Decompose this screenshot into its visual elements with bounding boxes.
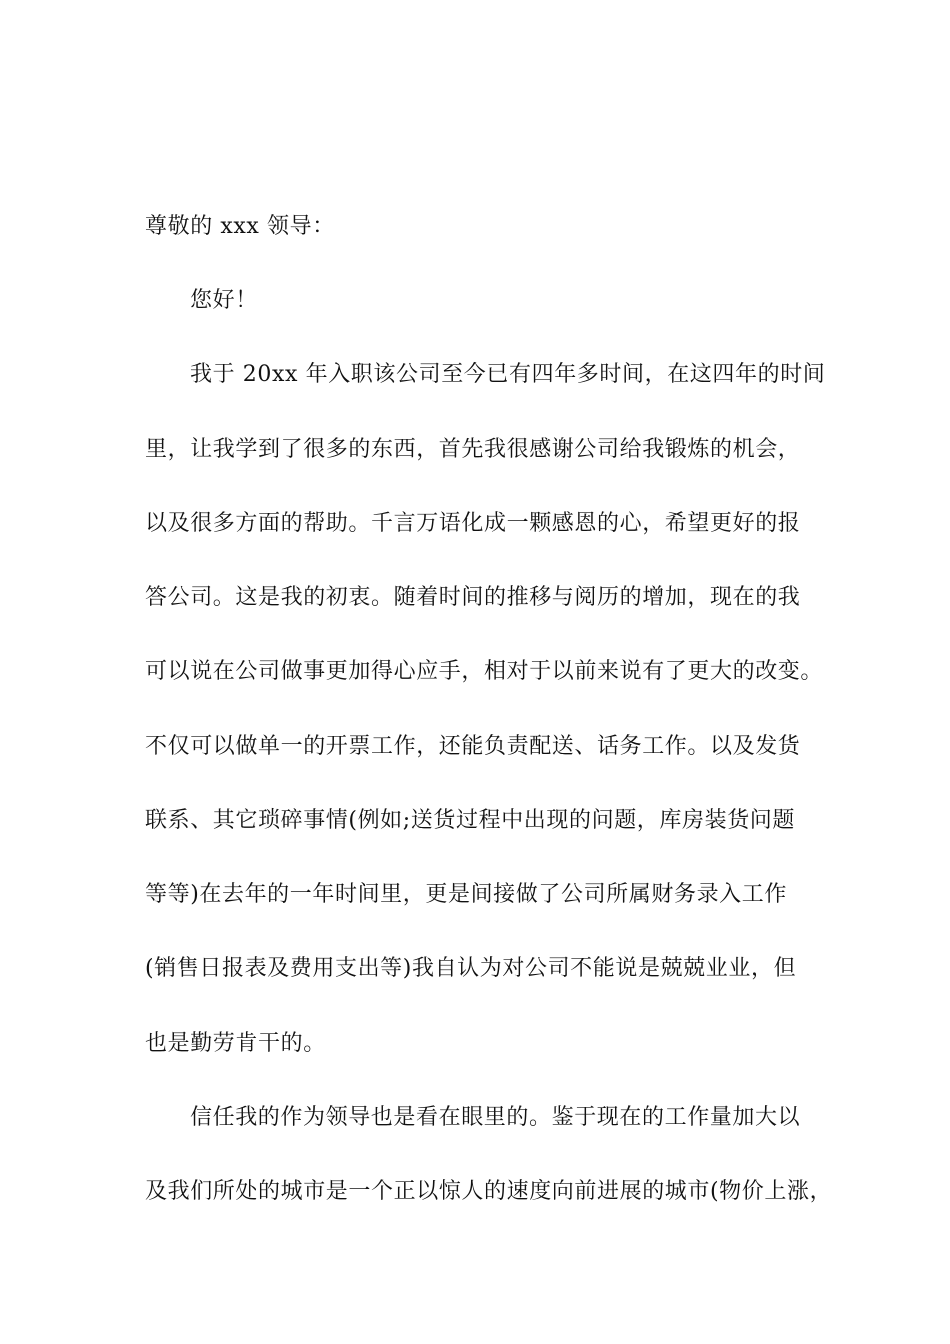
paragraph-1-line: (销售日报表及费用支出等)我自认为对公司不能说是兢兢业业，但 (145, 956, 797, 981)
paragraph-2-line: 信任我的作为领导也是看在眼里的。鉴于现在的工作量加大以 (190, 1105, 801, 1130)
paragraph-1-line: 联系、其它琐碎事情(例如;送货过程中出现的问题，库房装货问题 (145, 808, 795, 833)
paragraph-1-line: 等等)在去年的一年时间里，更是间接做了公司所属财务录入工作 (145, 882, 787, 907)
paragraph-1-line: 我于 20xx 年入职该公司至今已有四年多时间，在这四年的时间 (190, 362, 826, 387)
paragraph-2-line: 及我们所处的城市是一个正以惊人的速度向前进展的城市(物价上涨， (145, 1179, 833, 1204)
greeting: 您好！ (190, 288, 258, 313)
salutation: 尊敬的 xxx 领导： (145, 214, 335, 239)
paragraph-1-line: 可以说在公司做事更加得心应手，相对于以前来说有了更大的改变。 (145, 659, 824, 684)
paragraph-1-line: 以及很多方面的帮助。千言万语化成一颗感恩的心，希望更好的报 (145, 511, 801, 536)
paragraph-1-line: 也是勤劳肯干的。 (145, 1031, 326, 1056)
paragraph-1-line: 不仅可以做单一的开票工作，还能负责配送、话务工作。以及发货 (145, 734, 801, 759)
paragraph-1-line: 答公司。这是我的初衷。随着时间的推移与阅历的增加，现在的我 (145, 585, 801, 610)
paragraph-1-line: 里，让我学到了很多的东西，首先我很感谢公司给我锻炼的机会， (145, 437, 801, 462)
